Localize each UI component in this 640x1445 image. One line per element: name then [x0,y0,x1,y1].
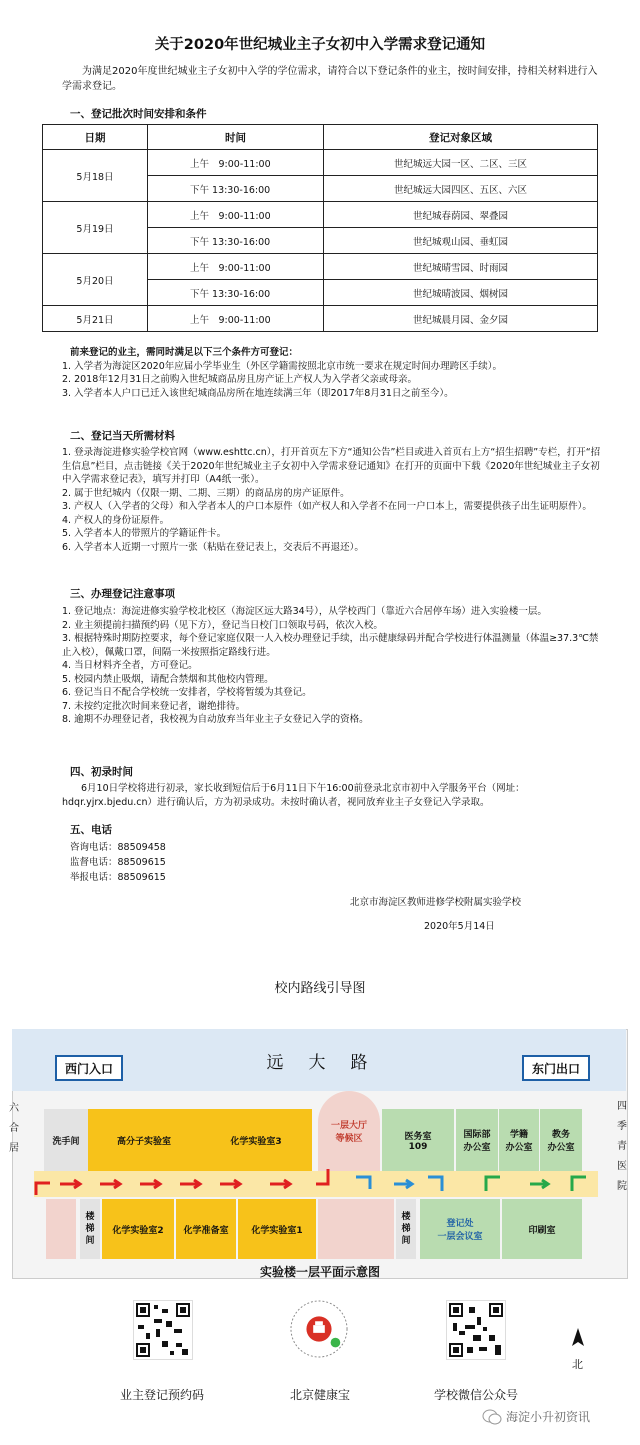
arrow-down-icon [428,1177,442,1191]
conditions-block [62,346,602,400]
arrow-right-icon [180,1180,200,1188]
page-title: 关于2020年世纪城业主子女初中入学需求登记通知 [154,37,486,53]
time-cell: 下午 13:30-16:00 [148,176,324,202]
room-pink-block [318,1199,394,1259]
table-row [43,202,598,228]
date-cell: 5月21日 [43,306,148,332]
notes-block [62,605,602,727]
room-clinic: 医务室 109 [382,1109,454,1171]
material-item: 1. 登录海淀进修实验学校官网（www.eshttc.cn），打开首页左下方“通知公告”栏目或进入首页右上方“招生招聘”专栏，打开“招生信息”栏目，点击链接《关于2020年世纪城业主子女初中入学需求登记通知》在打开的页面中下载《2020年世纪城业主子女初中入学需求登记表》，填写并打印（A4纸一张）。 [62,447,601,485]
note-item: 6. 登记当日不配合学校统一安排者，学校将暂缓为其登记。 [62,687,312,698]
note-item: 4. 当日材料齐全者，方可登记。 [62,660,198,671]
room-chem-lab-2: 化学实验室2 [102,1199,174,1259]
north-arrow-icon [570,1328,586,1354]
qr-label-wechat: 学校微信公众号 [433,1388,518,1402]
arrow-right-icon [394,1180,412,1188]
condition-item: 2. 2018年12月31日之前购入世纪城商品房且房产证上产权人为入学者父亲或母亲。 [62,374,417,385]
room-intl-office: 国际部 办公室 [456,1109,498,1171]
arrow-start-icon [36,1183,50,1195]
arrow-right-icon [60,1180,80,1188]
north-label: 北 [572,1358,583,1371]
area-cell: 世纪城晨月园、金夕园 [324,306,598,332]
schedule-table [42,124,598,332]
arrow-right-icon [100,1180,120,1188]
left-side-char: 六 [9,1103,19,1114]
room-print: 印刷室 [502,1199,582,1259]
room-restroom: 洗手间 [44,1109,88,1171]
conditions-heading: 前来登记的业主，需同时满足以下三个条件方可登记： [70,347,299,358]
area-cell: 世纪城远大园四区、五区、六区 [324,176,598,202]
room-stairwell: 楼 梯 间 [396,1199,416,1259]
qr-code-appointment-icon [133,1300,193,1360]
note-item: 1. 登记地点：海淀进修实验学校北校区（海淀区远大路34号），从学校西门（靠近六合居停车场）进入实验楼一层。 [62,606,547,617]
arrow-down-icon [356,1177,370,1189]
room-chem-lab-1: 化学实验室1 [238,1199,316,1259]
signature-org: 北京市海淀区教师进修学校附属实验学校 [350,897,522,908]
condition-item: 1. 入学者为海淀区2020年应届小学毕业生（外区学籍需按照北京市统一要求在规定时间办理跨区手续）。 [62,360,503,372]
arrow-up-icon [316,1169,328,1184]
phone-line: 咨询电话：88509458 [70,842,166,853]
material-item: 4. 产权人的身份证原件。 [62,514,170,526]
wechat-icon [482,1409,502,1425]
road-label: 远 大 路 [12,1029,626,1091]
room-chem-lab-3: 化学实验室3 [200,1109,312,1171]
materials-block [62,446,602,554]
table-row [43,306,598,332]
date-cell: 5月18日 [43,150,148,202]
left-side-char: 合 [9,1123,19,1134]
floor-plan-map [0,1025,640,1285]
arrow-right-icon [140,1180,160,1188]
signature-date: 2020年5月14日 [424,921,495,932]
qr-label-appointment: 业主登记预约码 [119,1388,204,1402]
arrow-up-icon [486,1177,500,1191]
arrow-right-icon [530,1180,548,1188]
material-item: 6. 入学者本人近期一寸照片一张（粘贴在登记表上，交表后不再退还）。 [62,541,364,553]
note-item: 8. 逾期不办理登记者，我校视为自动放弃当年业主子女登记入学的资格。 [62,714,369,725]
area-cell: 世纪城观山园、垂虹园 [324,228,598,254]
time-cell: 上午 9:00-11:00 [148,254,324,280]
left-side-label [8,1099,20,1159]
qr-code-wechat-icon [446,1300,506,1360]
right-side-label [616,1097,628,1197]
time-cell: 上午 9:00-11:00 [148,150,324,176]
room-academic-office: 教务 办公室 [540,1109,582,1171]
right-side-char: 季 [617,1121,627,1132]
material-item: 2. 属于世纪城内（仅限一期、二期、三期）的商品房的房产证原件。 [62,487,350,499]
section5-heading: 五、电话 [70,824,112,836]
right-side-char: 青 [617,1141,627,1152]
admission-text: 6月10日学校将进行初录，家长收到短信后于6月11日下午16:00前登录北京市初中入学服务平台（网址：hdqr.yjrx.bjedu.cn）进行确认后，方为初录成功。未按时确认者，视同放弃业主子女登记入学录取。 [62,783,525,808]
phone-line: 监督电话：88509615 [70,857,166,868]
qr-label-health: 北京健康宝 [289,1388,350,1402]
arrow-right-icon [270,1180,290,1188]
material-item: 3. 产权人（入学者的父母）和入学者本人的户口本原件（如产权人和入学者不在同一户口本上，需要提供孩子出生证明原件）。 [62,501,592,512]
map-caption: 实验楼一层平面示意图 [259,1265,380,1279]
left-side-char: 居 [9,1143,19,1154]
room-registry-office: 学籍 办公室 [499,1109,539,1171]
time-cell: 上午 9:00-11:00 [148,202,324,228]
material-item: 5. 入学者本人的带照片的学籍证件卡。 [62,528,227,539]
time-cell: 上午 9:00-11:00 [148,306,324,332]
table-row [43,254,598,280]
time-cell: 下午 13:30-16:00 [148,280,324,306]
arrow-up-icon [572,1177,586,1191]
map-title: 校内路线引导图 [274,981,366,996]
arrow-right-icon [220,1180,240,1188]
east-gate-label: 东门出口 [522,1055,590,1081]
date-cell: 5月20日 [43,254,148,306]
intro-paragraph: 为满足2020年度世纪城业主子女初中入学的学位需求，请符合以下登记条件的业主，按时间安排，持相关材料进行入学需求登记。 [62,66,598,92]
room-registration: 登记处 一层会议室 [420,1199,500,1259]
note-item: 3. 根据特殊时期防控要求，每个登记家庭仅限一人入校办理登记手续，出示健康绿码并配合学校进行体温测量（体温≥37.3℃禁止入校），佩戴口罩，间隔一米按照指定路线行进。 [62,633,599,658]
section2-heading: 二、登记当天所需材料 [70,430,175,442]
date-cell: 5月19日 [43,202,148,254]
room-stairwell: 楼 梯 间 [80,1199,100,1259]
note-item: 5. 校园内禁止吸烟，请配合禁烟和其他校内管理。 [62,673,274,685]
note-item: 7. 未按约定批次时间来登记者，谢绝排待。 [62,700,246,712]
room-lobby: 一层大厅 等候区 [318,1091,380,1171]
area-cell: 世纪城晴雪园、时雨园 [324,254,598,280]
right-side-char: 院 [617,1181,627,1192]
west-gate-label: 西门入口 [55,1055,123,1081]
area-cell: 世纪城晴波园、烟树园 [324,280,598,306]
note-item: 2. 业主须提前扫描预约码（见下方），登记当日校门口领取号码，依次入校。 [62,619,383,631]
phone-block [70,840,610,885]
watermark-text: 海淀小升初资讯 [506,1410,591,1424]
table-row [43,150,598,176]
time-cell: 下午 13:30-16:00 [148,228,324,254]
right-side-char: 医 [617,1161,627,1172]
condition-item: 3. 入学者本人户口已迁入该世纪城商品房所在地连续满三年（即2017年8月31日之前至今）。 [62,387,454,399]
col-date-header: 日期 [43,125,148,150]
col-time-header: 时间 [148,125,324,150]
room-polymer-lab: 高分子实验室 [88,1109,200,1171]
right-side-char: 四 [617,1101,627,1112]
phone-line: 举报电话：88509615 [70,872,166,883]
watermark [482,1408,590,1425]
area-cell: 世纪城远大园一区、二区、三区 [324,150,598,176]
qr-code-health-icon [290,1300,348,1358]
section3-heading: 三、办理登记注意事项 [70,588,175,600]
section4-heading: 四、初录时间 [70,766,133,778]
room-chem-prep: 化学准备室 [176,1199,236,1259]
col-area-header: 登记对象区域 [324,125,598,150]
area-cell: 世纪城春荫园、翠叠园 [324,202,598,228]
section1-heading: 一、登记批次时间安排和条件 [70,108,207,120]
room-pink-block [46,1199,76,1259]
